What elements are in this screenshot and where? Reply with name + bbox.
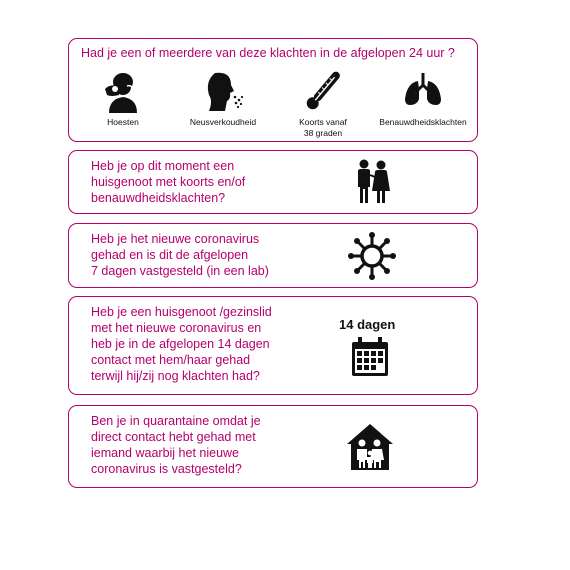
symptom-label: Benauwdheidsklachten [379,117,467,127]
days-label: 14 dagen [339,317,396,332]
corona-tested-card [68,223,478,288]
virus-icon [347,231,397,281]
symptom-breathing [373,69,473,128]
symptom-runny-nose [173,69,273,128]
sneeze-icon [201,69,245,113]
quarantine-card [68,405,478,488]
housemate-fever-card [68,150,478,214]
corona-tested-question: Heb je het nieuwe coronavirus gehad en is dit de afgelopen 7 dagen vastgesteld (in een lab) [91,232,269,278]
house-family-icon [345,422,395,472]
symptoms-card [68,38,478,142]
symptoms-question: Had je een of meerdere van deze klachten in de afgelopen 24 uur ? [81,46,455,60]
cough-icon [101,69,145,113]
housemate-corona-question: Heb je een huisgenoot /gezinslid met het nieuwe coronavirus en heb je in de afgelopen 14 dagen contact met hem/haar gehad terwijl hij/zij nog klachten had? [91,305,272,383]
symptom-label: Hoesten [107,117,139,127]
symptom-label: Koorts vanaf 38 graden [299,117,347,138]
housemate-fever-question: Heb je op dit moment een huisgenoot met koorts en/of benauwdheidsklachten? [91,159,246,205]
symptom-fever [273,69,373,139]
quarantine-question: Ben je in quarantaine omdat je direct contact hebt gehad met iemand waarbij het nieuwe coronavirus is vastgesteld? [91,414,261,476]
people-icon [353,159,393,205]
housemate-corona-card [68,296,478,395]
symptom-cough [73,69,173,128]
calendar-icon [351,337,389,377]
lungs-icon [401,69,445,113]
thermometer-icon [301,69,345,113]
symptom-label: Neusverkoudheid [189,117,257,127]
